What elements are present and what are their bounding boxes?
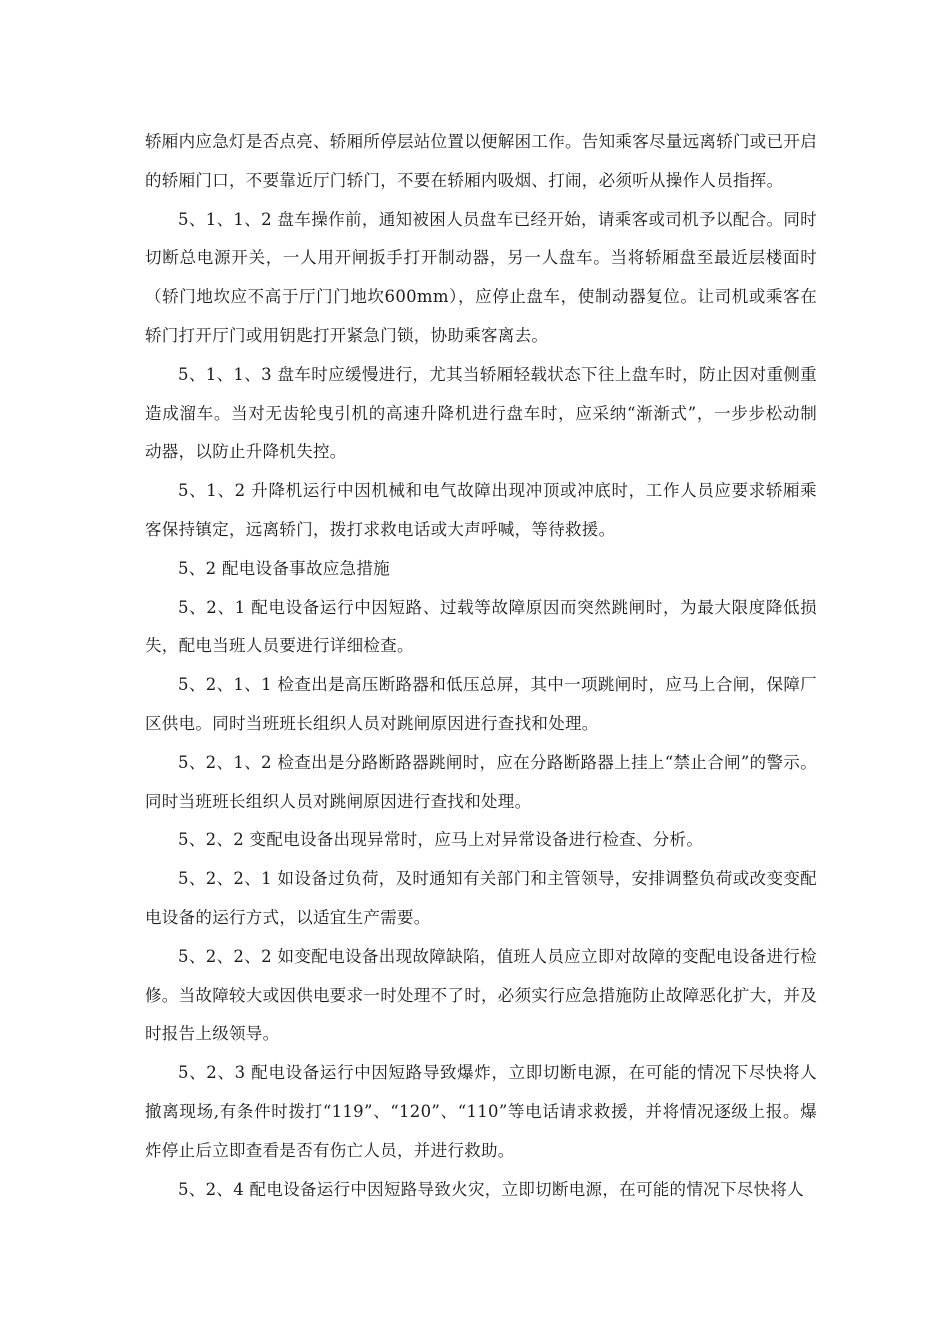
paragraph-5-1-1-2: 5、1、1、2 盘车操作前，通知被困人员盘车已经开始，请乘客或司机予以配合。同时切断总电源开关，一人用开闸扳手打开制动器，另一人盘车。当将轿厢盘至最近层楼面时（轿门地坎应不高于厅门门地坎600mm），应停止盘车，使制动器复位。让司机或乘客在轿门打开厅门或用钥匙打开紧急门锁，协助乘客离去。 <box>145 209 817 345</box>
paragraph-5-1-2: 5、1、2 升降机运行中因机械和电气故障出现冲顶或冲底时，工作人员应要求轿厢乘客保持镇定，远离轿门，拨打求救电话或大声呼喊，等待救援。 <box>145 481 817 539</box>
paragraph-5-2-4: 5、2、4 配电设备运行中因短路导致火灾，立即切断电源，在可能的情况下尽快将人 <box>178 1179 804 1199</box>
paragraph-5-2-2: 5、2、2 变配电设备出现异常时，应马上对异常设备进行检查、分析。 <box>178 830 704 850</box>
paragraph-5-2-2-1: 5、2、2、1 如设备过负荷，及时通知有关部门和主管领导，安排调整负荷或改变变配电设备的运行方式，以适宜生产需要。 <box>145 869 817 927</box>
paragraph-5-2-1-2: 5、2、1、2 检查出是分路断路器跳闸时，应在分路断路器上挂上“禁止合闸”的警示。同时当班班长组织人员对跳闸原因进行查找和处理。 <box>145 752 817 811</box>
paragraph-elevator-emergency-light: 轿厢内应急灯是否点亮、轿厢所停层站位置以便解困工作。告知乘客尽量远离轿门或已开启的轿厢门口，不要靠近厅门轿门，不要在轿厢内吸烟、打闹，必须听从操作人员指挥。 <box>145 132 817 190</box>
paragraph-5-2-2-2: 5、2、2、2 如变配电设备出现故障缺陷，值班人员应立即对故障的变配电设备进行检修。当故障较大或因供电要求一时处理不了时，必须实行应急措施防止故障恶化扩大，并及时报告上级领导。 <box>145 946 817 1044</box>
section-heading-5-2: 5、2 配电设备事故应急措施 <box>178 558 390 578</box>
document-body <box>145 123 817 1209</box>
paragraph-5-1-1-3: 5、1、1、3 盘车时应缓慢进行，尤其当轿厢轻载状态下往上盘车时，防止因对重侧重造成溜车。当对无齿轮曳引机的高速升降机进行盘车时，应采纳“渐渐式”，一步步松动制动器，以防止升降机失控。 <box>145 364 817 462</box>
paragraph-5-2-1: 5、2、1 配电设备运行中因短路、过载等故障原因而突然跳闸时，为最大限度降低损失，配电当班人员要进行详细检查。 <box>145 597 817 656</box>
paragraph-5-2-3: 5、2、3 配电设备运行中因短路导致爆炸，立即切断电源，在可能的情况下尽快将人撤离现场,有条件时拨打“119”、“120”、“110”等电话请求救援，并将情况逐级上报。爆炸停止后立即查看是否有伤亡人员，并进行救助。 <box>145 1063 817 1160</box>
paragraph-5-2-1-1: 5、2、1、1 检查出是高压断路器和低压总屏，其中一项跳闸时，应马上合闸，保障厂区供电。同时当班班长组织人员对跳闸原因进行查找和处理。 <box>145 675 817 733</box>
